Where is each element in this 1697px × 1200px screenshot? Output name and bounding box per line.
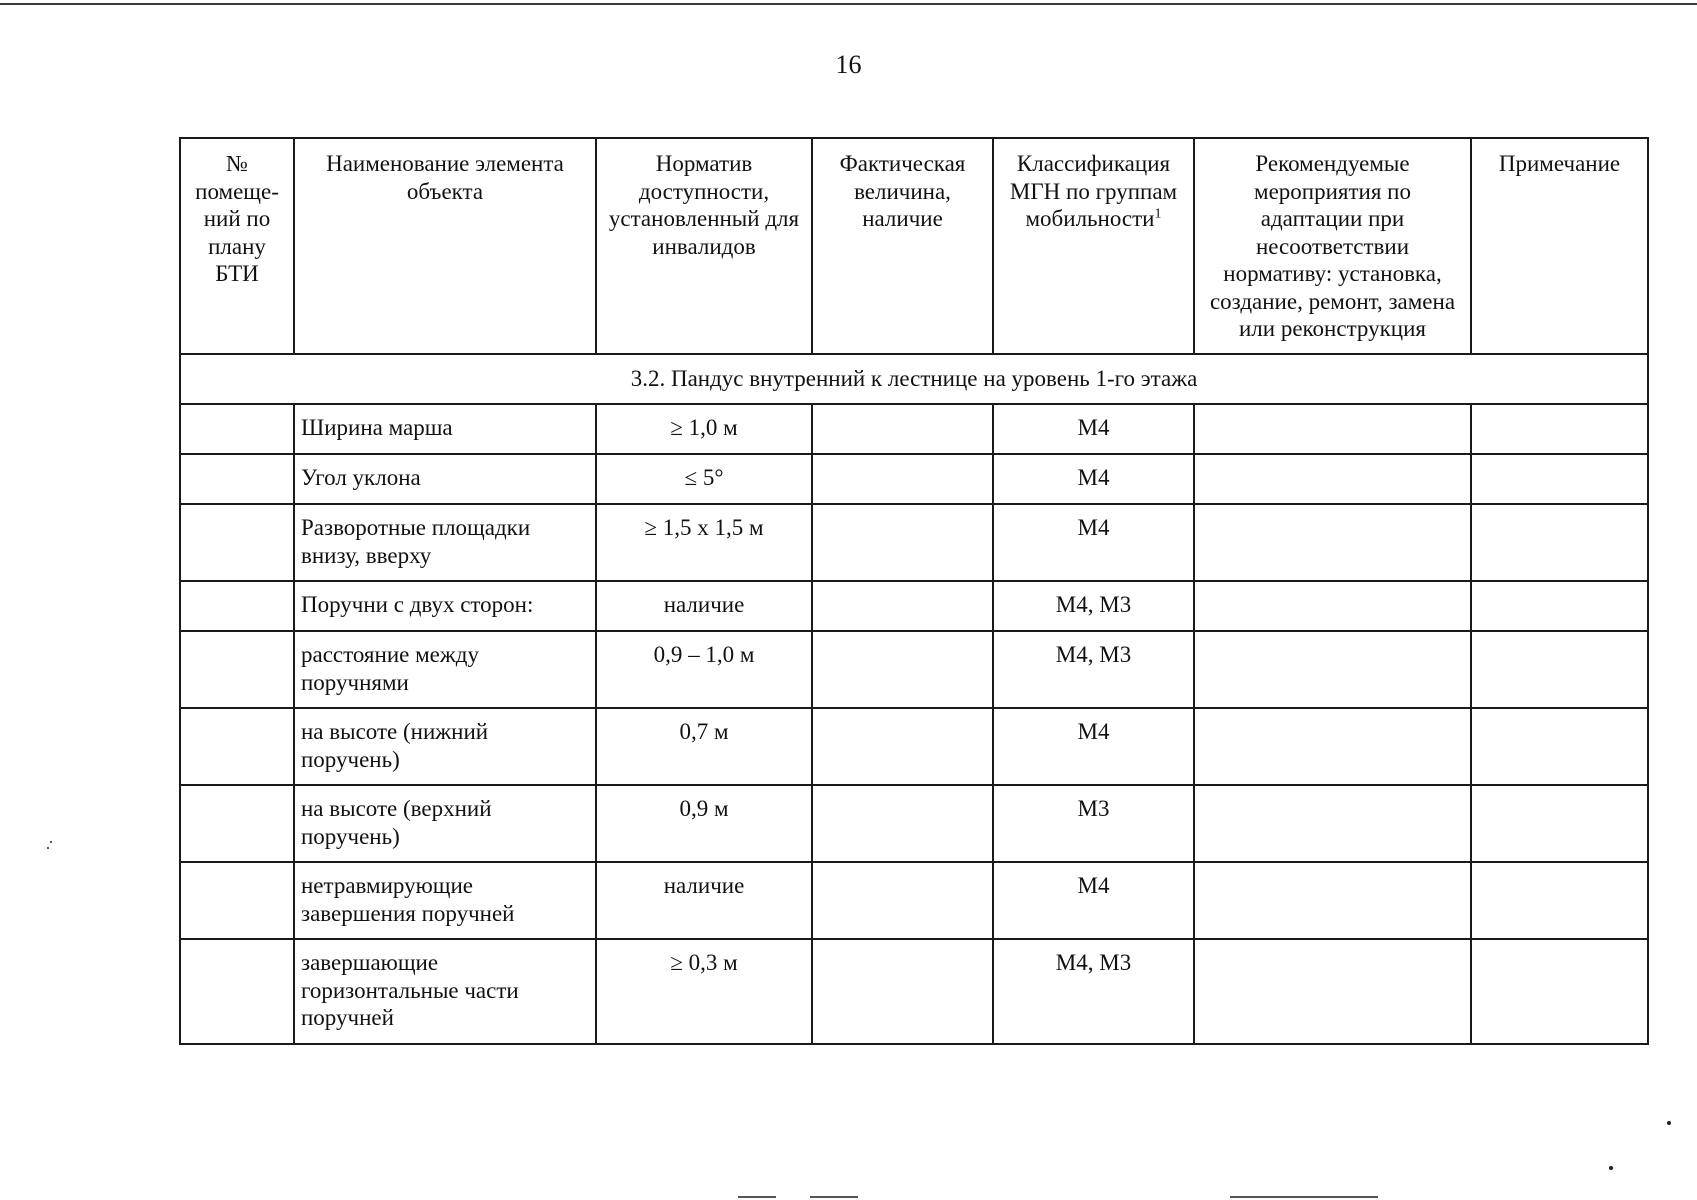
cell-norm: ≥ 0,3 м (596, 939, 812, 1044)
cell-actual (812, 454, 993, 504)
cell-room-number (180, 581, 294, 631)
header-note: Примечание (1471, 138, 1648, 354)
cell-norm: ≥ 1,5 x 1,5 м (596, 504, 812, 581)
section-row (180, 354, 1648, 404)
cell-note (1471, 785, 1648, 862)
cell-room-number (180, 785, 294, 862)
cell-room-number (180, 404, 294, 454)
cell-norm: ≤ 5° (596, 454, 812, 504)
table-row (180, 504, 1648, 581)
table-row (180, 939, 1648, 1044)
cell-mgn: М4, М3 (993, 631, 1194, 708)
cell-measures (1194, 504, 1471, 581)
cell-mgn: М4 (993, 454, 1194, 504)
table-row (180, 454, 1648, 504)
cell-actual (812, 708, 993, 785)
cell-actual (812, 631, 993, 708)
cell-actual (812, 862, 993, 939)
cell-mgn: М4 (993, 504, 1194, 581)
cell-note (1471, 708, 1648, 785)
cell-measures (1194, 862, 1471, 939)
cell-note (1471, 862, 1648, 939)
header-mgn-classification (993, 138, 1194, 354)
cell-room-number (180, 862, 294, 939)
cell-note (1471, 631, 1648, 708)
footnote-mark: 1 (1154, 206, 1162, 222)
cell-mgn: М4 (993, 404, 1194, 454)
cell-note (1471, 454, 1648, 504)
bottom-edge-marks (810, 1196, 858, 1198)
cell-note (1471, 404, 1648, 454)
cell-element-name: нетравмирующие завершения поручней (294, 862, 596, 939)
header-actual-value: Фактическая величина, наличие (812, 138, 993, 354)
cell-measures (1194, 454, 1471, 504)
cell-element-name: Угол уклона (294, 454, 596, 504)
table-row (180, 631, 1648, 708)
table-row (180, 862, 1648, 939)
cell-actual (812, 504, 993, 581)
cell-note (1471, 504, 1648, 581)
header-recommended-measures: Рекомендуемые мероприятия по адаптации при несоответствии нормативу: установка, создание, ремонт, замена или реконструкция (1194, 138, 1471, 354)
cell-norm: 0,9 – 1,0 м (596, 631, 812, 708)
cell-room-number (180, 708, 294, 785)
cell-room-number (180, 454, 294, 504)
cell-norm: 0,9 м (596, 785, 812, 862)
scan-speck (1667, 1121, 1671, 1125)
scan-speck (1609, 1166, 1613, 1170)
scan-speck (47, 847, 49, 849)
cell-note (1471, 939, 1648, 1044)
header-accessibility-norm: Норматив доступности, установленный для инвалидов (596, 138, 812, 354)
cell-element-name: расстояние между поручнями (294, 631, 596, 708)
header-element-name: Наименование элемента объекта (294, 138, 596, 354)
section-title: 3.2. Пандус внутренний к лестнице на уровень 1-го этажа (180, 354, 1648, 404)
cell-element-name: завершающие горизонтальные части поручней (294, 939, 596, 1044)
header-mgn-text: Классификация МГН по группам мобильности (1009, 151, 1178, 231)
cell-actual (812, 939, 993, 1044)
top-border-line (0, 3, 1697, 5)
cell-mgn: М4 (993, 708, 1194, 785)
cell-measures (1194, 404, 1471, 454)
cell-element-name: Разворотные площадки внизу, вверху (294, 504, 596, 581)
cell-norm: ≥ 1,0 м (596, 404, 812, 454)
header-room-number: № помеще-ний по плану БТИ (180, 138, 294, 354)
cell-mgn: М4 (993, 862, 1194, 939)
cell-room-number (180, 504, 294, 581)
cell-norm: наличие (596, 862, 812, 939)
bottom-edge-marks (1230, 1196, 1378, 1198)
cell-mgn: М3 (993, 785, 1194, 862)
table-row (180, 708, 1648, 785)
cell-element-name: на высоте (верхний поручень) (294, 785, 596, 862)
scan-speck (50, 841, 52, 843)
accessibility-table (179, 137, 1649, 1045)
table-row (180, 581, 1648, 631)
cell-norm: 0,7 м (596, 708, 812, 785)
cell-room-number (180, 631, 294, 708)
cell-norm: наличие (596, 581, 812, 631)
table-row (180, 404, 1648, 454)
cell-measures (1194, 785, 1471, 862)
cell-measures (1194, 631, 1471, 708)
cell-room-number (180, 939, 294, 1044)
cell-element-name: Поручни с двух сторон: (294, 581, 596, 631)
cell-measures (1194, 708, 1471, 785)
cell-mgn: М4, М3 (993, 939, 1194, 1044)
cell-actual (812, 404, 993, 454)
cell-mgn: М4, М3 (993, 581, 1194, 631)
bottom-edge-marks (738, 1196, 776, 1198)
page-number: 16 (835, 50, 862, 79)
cell-note (1471, 581, 1648, 631)
header-row (180, 138, 1648, 354)
cell-actual (812, 581, 993, 631)
cell-measures (1194, 939, 1471, 1044)
cell-measures (1194, 581, 1471, 631)
cell-actual (812, 785, 993, 862)
cell-element-name: Ширина марша (294, 404, 596, 454)
table-row (180, 785, 1648, 862)
cell-element-name: на высоте (нижний поручень) (294, 708, 596, 785)
